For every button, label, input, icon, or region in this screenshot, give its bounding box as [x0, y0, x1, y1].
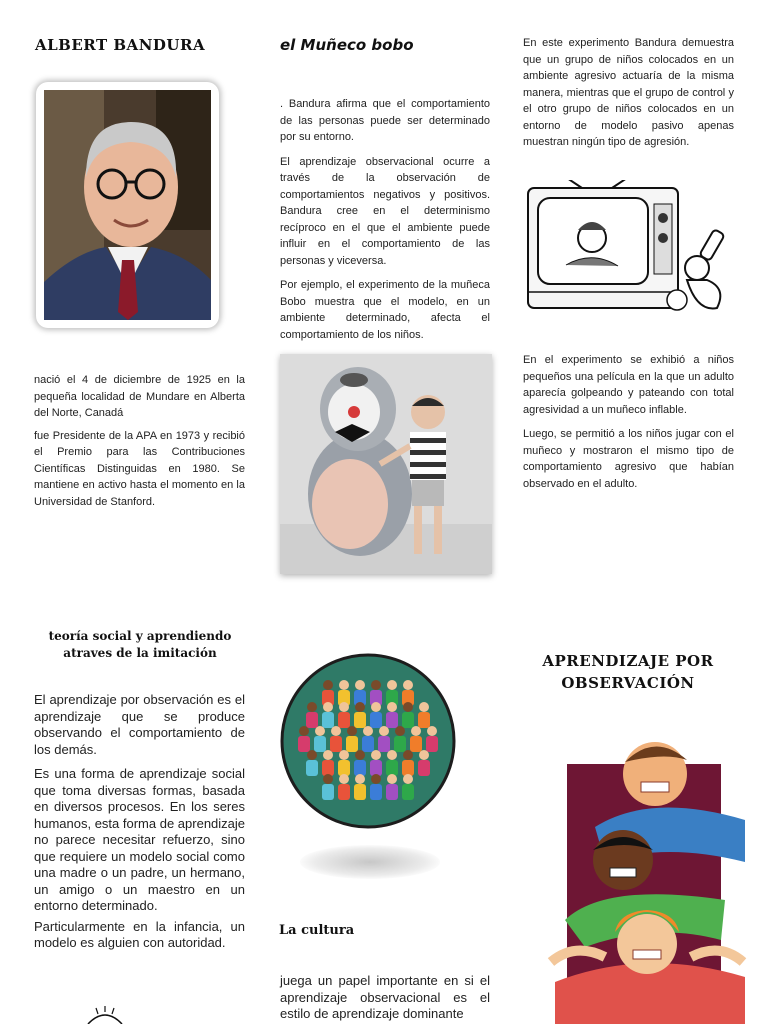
bobo-doll-image	[280, 354, 492, 574]
crowd-person-body	[330, 736, 342, 752]
crowd-person-body	[378, 736, 390, 752]
crowd-person-body	[322, 784, 334, 800]
crowd-person-body	[370, 760, 382, 776]
bandura-title: ALBERT BANDURA	[35, 36, 206, 54]
crowd-person-body	[298, 736, 310, 752]
observation-title: APRENDIZAJE POR OBSERVACIÓN	[542, 652, 714, 692]
kids-faces-image	[545, 732, 751, 1024]
crowd-person-body	[402, 760, 414, 776]
crowd-person-body	[402, 712, 414, 728]
crowd-person-body	[386, 760, 398, 776]
crowd-person-body	[354, 760, 366, 776]
crowd-person-head	[323, 750, 333, 760]
bobo-paragraph-3: Por ejemplo, el experimento de la muñeca Bobo muestra que el modelo, en un ambiente determinado, afecta el comportamiento de los niños.	[280, 279, 490, 341]
child-sketch-image	[80, 1006, 130, 1024]
bio-paragraph-2: fue Presidente de la APA en 1973 y recibió el Premio para las Contribuciones Científicas Distinguidas en 1980. Se mantiene en activo hasta el momento en la Universidad de Stanford.	[34, 429, 245, 508]
crowd-person-head	[355, 680, 365, 690]
crowd-person-head	[395, 726, 405, 736]
crowd-person-body	[322, 760, 334, 776]
crowd-person-body	[338, 712, 350, 728]
experiment-paragraph-1: En el experimento se exhibió a niños pequeños una película en la que un adulto aparecía golpeando y pateando con total agresividad a un muñeco inflable.	[523, 354, 734, 416]
crowd-person-body	[370, 712, 382, 728]
crowd-person-head	[427, 726, 437, 736]
crowd-person-body	[426, 736, 438, 752]
crowd-person-body	[418, 712, 430, 728]
crowd-person-head	[411, 726, 421, 736]
crowd-person-head	[323, 774, 333, 784]
crowd-person-body	[314, 736, 326, 752]
crowd-person-head	[307, 702, 317, 712]
kids-faces-drawing	[545, 732, 751, 1024]
social-paragraph-2: Es una forma de aprendizaje social que toma diversas formas, basada en diversos procesos. En los seres humanos, esta forma de aprendizaje no parece necesitar refuerzo, sino que requiere un modelo social como una madre o un padre, un hermano, un amigo o un maestro en un entorno determinado.	[34, 766, 246, 913]
crowd-person-body	[362, 736, 374, 752]
crowd-person-head	[323, 680, 333, 690]
crowd-drawing	[280, 653, 456, 829]
bobo-paragraph-1: . Bandura afirma que el comportamiento de las personas puede ser determinado por su entorno.	[280, 98, 490, 143]
culture-title: La cultura	[279, 923, 355, 938]
crowd-person-body	[338, 784, 350, 800]
crowd-person-body	[354, 712, 366, 728]
crowd-person-head	[403, 750, 413, 760]
crowd-person-head	[339, 774, 349, 784]
crowd-person-head	[339, 680, 349, 690]
crowd-person-head	[387, 680, 397, 690]
crowd-person-head	[323, 702, 333, 712]
crowd-person-body	[338, 760, 350, 776]
crowd-person-head	[379, 726, 389, 736]
culture-text-block	[280, 973, 490, 1029]
crowd-person-head	[299, 726, 309, 736]
crowd-person-head	[347, 726, 357, 736]
crowd-person-body	[322, 712, 334, 728]
crowd-person-body	[394, 736, 406, 752]
bio-paragraph-1: nació el 4 de diciembre de 1925 en la pequeña localidad de Mundare en Alberta del Norte, Canadá	[34, 374, 245, 419]
crowd-person-body	[386, 712, 398, 728]
crowd-person-head	[355, 774, 365, 784]
social-theory-title: teoría social y aprendiendo atraves de la imitación	[48, 629, 232, 660]
experiment-description	[523, 352, 734, 498]
portrait-image	[36, 82, 219, 328]
tv-cartoon-drawing	[522, 180, 734, 320]
crowd-person-head	[419, 750, 429, 760]
crowd-person-body	[354, 784, 366, 800]
crowd-person-head	[387, 774, 397, 784]
crowd-person-body	[402, 784, 414, 800]
experiment-intro-text: En este experimento Bandura demuestra que un grupo de niños colocados en un ambiente agresivo actuaría de la misma manera, mientras que el grupo de control y el otro grupo de niños colocados en un entorno de modelo pasivo apenas muestran ningún tipo de agresión.	[523, 37, 734, 148]
bandura-portrait	[36, 82, 219, 328]
crowd-person-body	[386, 784, 398, 800]
crowd-person-head	[331, 726, 341, 736]
bobo-text	[280, 96, 490, 349]
crowd-person-head	[307, 750, 317, 760]
crowd-person-body	[370, 784, 382, 800]
crowd-person-head	[355, 750, 365, 760]
social-paragraph-1: El aprendizaje por observación es el aprendizaje que se produce observando el comportamiento de los demás.	[34, 692, 245, 757]
culture-text: juega un papel importante en si el aprendizaje observacional es el estilo de aprendizaje dominante	[280, 973, 490, 1021]
crowd-person-head	[339, 750, 349, 760]
crowd-person-head	[371, 702, 381, 712]
experiment-intro	[523, 35, 734, 157]
crowd-person-head	[355, 702, 365, 712]
crowd-person-head	[387, 702, 397, 712]
crowd-person-head	[387, 750, 397, 760]
tv-cartoon-image	[522, 180, 734, 320]
bandura-bio	[34, 372, 245, 516]
crowd-person-head	[371, 774, 381, 784]
bobo-paragraph-2: El aprendizaje observacional ocurre a través de la observación de comportamientos negativos y positivos. Bandura cree en el determinismo recíproco en el que el ambiente puede influir en el comportamiento de las personas y viceversa.	[280, 155, 490, 267]
crowd-person-head	[403, 702, 413, 712]
social-theory-text	[34, 692, 245, 958]
crowd-shadow	[300, 845, 440, 879]
bobo-title: el Muñeco bobo	[280, 36, 414, 54]
experiment-paragraph-2: Luego, se permitió a los niños jugar con el muñeco y mostraron el mismo tipo de comportamiento agresivo que habían observado en el adulto.	[523, 428, 734, 490]
crowd-person-body	[410, 736, 422, 752]
crowd-person-head	[371, 680, 381, 690]
crowd-person-body	[346, 736, 358, 752]
crowd-person-head	[339, 702, 349, 712]
crowd-person-head	[403, 680, 413, 690]
crowd-person-head	[419, 702, 429, 712]
crowd-person-head	[371, 750, 381, 760]
crowd-person-body	[418, 760, 430, 776]
bobo-doll-drawing	[280, 354, 492, 574]
crowd-person-head	[363, 726, 373, 736]
social-paragraph-3: Particularmente en la infancia, un modelo es alguien con autoridad.	[34, 918, 245, 950]
child-sketch-drawing	[80, 1006, 130, 1024]
crowd-person-body	[306, 712, 318, 728]
crowd-person-head	[403, 774, 413, 784]
crowd-person-head	[315, 726, 325, 736]
crowd-person-body	[306, 760, 318, 776]
crowd-circle-image	[280, 653, 456, 829]
